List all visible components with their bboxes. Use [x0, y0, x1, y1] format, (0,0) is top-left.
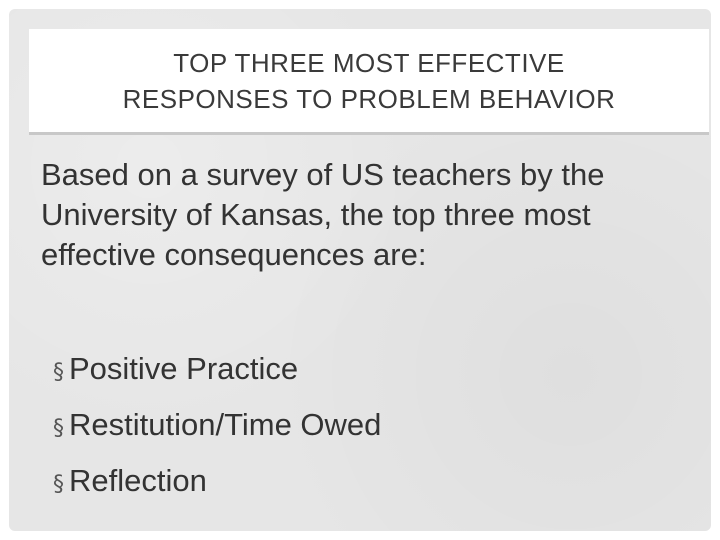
list-item: [53, 455, 381, 511]
list-item: [53, 343, 381, 399]
bullet-text: Reflection: [69, 463, 207, 498]
bullet-list: [53, 343, 381, 511]
intro-paragraph: Based on a survey of US teachers by the University of Kansas, the top three most effective consequences are:: [41, 157, 605, 272]
bullet-icon: §: [53, 472, 64, 497]
bullet-text: Positive Practice: [69, 351, 299, 386]
title-line-2: RESPONSES TO PROBLEM BEHAVIOR: [122, 83, 616, 114]
title-line-1: TOP THREE MOST EFFECTIVE: [173, 47, 565, 78]
bullet-icon: §: [53, 360, 64, 385]
list-item: [53, 399, 381, 455]
bullet-icon: §: [53, 416, 64, 441]
bullet-text: Restitution/Time Owed: [69, 407, 382, 442]
slide: [9, 9, 711, 531]
slide-title: [29, 29, 709, 135]
